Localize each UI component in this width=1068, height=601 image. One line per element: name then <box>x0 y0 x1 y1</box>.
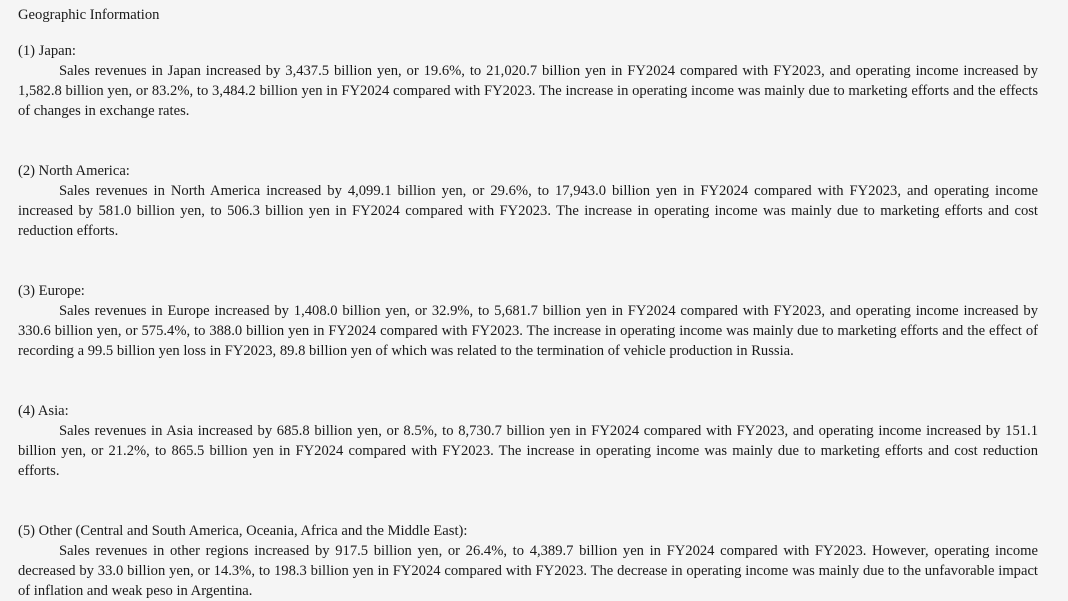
region-heading: (4) Asia: <box>18 403 69 419</box>
region-heading: (3) Europe: <box>18 283 85 299</box>
region-heading: (2) North America: <box>18 163 130 179</box>
region-body: Sales revenues in other regions increased by 917.5 billion yen, or 26.4%, to 4,389.7 billion yen in FY2024 compared with FY2023. However, operating income decreased by 33.0 billion yen, or 14.3%, to 198.3 billion yen in FY2024 compared with FY2023. The decrease in operating income was mainly due to the unfavorable impact of inflation and weak peso in Argentina. <box>18 543 1038 599</box>
region-japan <box>18 41 1038 121</box>
region-body: Sales revenues in Asia increased by 685.8 billion yen, or 8.5%, to 8,730.7 billion yen in FY2024 compared with FY2023, and operating income increased by 151.1 billion yen, or 21.2%, to 865.5 billion yen in FY2024 compared with FY2023. The increase in operating income was mainly due to marketing efforts and cost reduction efforts. <box>18 423 1038 479</box>
region-other <box>18 521 1038 601</box>
region-heading: (5) Other (Central and South America, Oceania, Africa and the Middle East): <box>18 523 468 539</box>
region-body: Sales revenues in North America increased by 4,099.1 billion yen, or 29.6%, to 17,943.0 billion yen in FY2024 compared with FY2023, and operating income increased by 581.0 billion yen, to 506.3 billion yen in FY2024 compared with FY2023. The increase in operating income was mainly due to marketing efforts and cost reduction efforts. <box>18 183 1038 239</box>
region-north-america <box>18 161 1038 241</box>
region-body: Sales revenues in Europe increased by 1,408.0 billion yen, or 32.9%, to 5,681.7 billion yen in FY2024 compared with FY2023, and operating income increased by 330.6 billion yen, or 575.4%, to 388.0 billion yen in FY2024 compared with FY2023. The increase in operating income was mainly due to marketing efforts and the effect of recording a 99.5 billion yen loss in FY2023, 89.8 billion yen of which was related to the termination of vehicle production in Russia. <box>18 303 1038 359</box>
document-title: Geographic Information <box>18 7 160 23</box>
region-europe <box>18 281 1038 361</box>
region-heading: (1) Japan: <box>18 43 76 59</box>
region-body: Sales revenues in Japan increased by 3,437.5 billion yen, or 19.6%, to 21,020.7 billion yen in FY2024 compared with FY2023, and operating income increased by 1,582.8 billion yen, or 83.2%, to 3,484.2 billion yen in FY2024 compared with FY2023. The increase in operating income was mainly due to marketing efforts and the effects of changes in exchange rates. <box>18 63 1038 119</box>
region-asia <box>18 401 1038 481</box>
